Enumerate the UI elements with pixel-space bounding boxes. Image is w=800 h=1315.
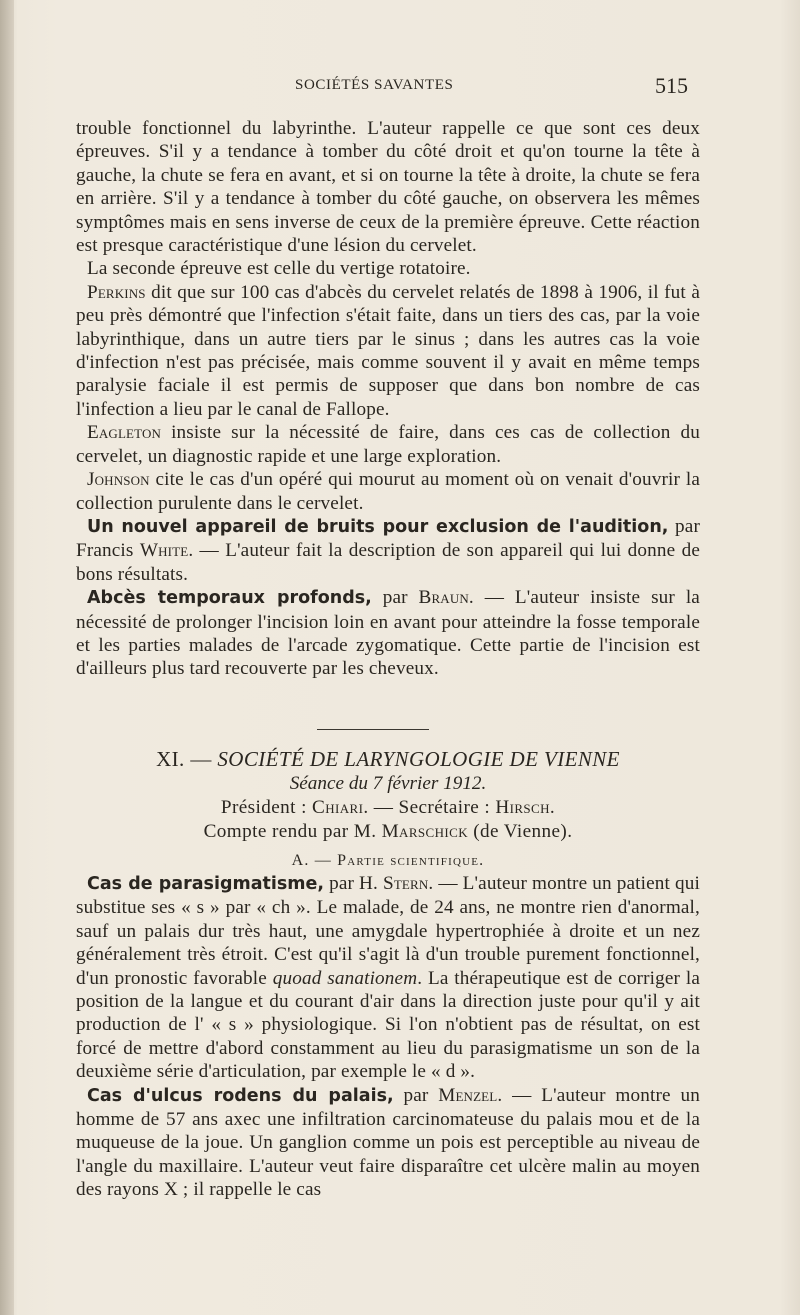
secretary-label: . — Secrétaire : [363, 797, 496, 818]
president-label: Président : [220, 797, 313, 818]
reporter-name: Marschick [381, 821, 468, 842]
byline: par [393, 1084, 439, 1106]
author-name: Johnson [87, 469, 150, 491]
author-name: Braun [418, 587, 469, 609]
paragraph-eagleton [76, 421, 700, 468]
section-heading [76, 746, 700, 874]
article-title: Abcès temporaux profonds, [87, 588, 372, 609]
paragraph-johnson [76, 468, 700, 515]
paragraph-perkins [76, 281, 700, 421]
paragraph-braun [76, 586, 700, 681]
paragraph-text: . — L'auteur fait la description de son appareil qui lui donne de bons résultats. [76, 540, 700, 585]
section-divider [317, 729, 429, 730]
report-credit [76, 820, 700, 844]
paragraph-second-test: La seconde épreuve est celle du vertige rotatoire. [87, 258, 471, 280]
byline: par H. [324, 873, 383, 894]
article-title: Cas de parasigmatisme, [87, 874, 325, 894]
paragraph-parasigmatisme [76, 872, 700, 1084]
author-name: Menzel [438, 1084, 498, 1106]
part-heading: A. — Partie scientifique. [291, 852, 485, 869]
society-name: SOCIÉTÉ DE LARYNGOLOGIE DE VIENNE [217, 747, 620, 771]
author-name: White [139, 540, 189, 562]
author-name: Stern [383, 873, 429, 894]
paragraph-text: . La thérapeutique est de corriger la position de la langue et du courant d'air dans la direction juste pour qu'il y ait production de l' « s » physiologique. Si l'on n'obtient pas de résultat, on est forcé de mettre d'abord constamment au lieu du parasigmatisme un son de la deuxième série d'articulation, par exemple le « d ». [76, 967, 700, 1083]
secretary-name: Hirsch [495, 797, 550, 818]
article-title: Cas d'ulcus rodens du palais, [87, 1085, 394, 1106]
latin-phrase: quoad sanationem [272, 967, 418, 989]
president-name: Chiari [312, 797, 364, 818]
body-text-lower [76, 872, 700, 1202]
section-number: XI. — [156, 747, 218, 771]
report-label: Compte rendu par M. [203, 821, 382, 842]
paragraph-ulcus-rodens [76, 1084, 700, 1202]
report-end: (de Vienne). [468, 821, 573, 842]
secretary-end: . [549, 797, 556, 818]
paragraph-text: . — L'auteur montre un homme de 57 ans axec une infiltration carcinomateuse du palais mou et de la muqueuse de la joue. Un ganglion comme un pois est perceptible au niveau de l'angle du maxillaire. L'auteur veut faire disparaître cet ulcère malin au moyen des rayons X ; il rappelle le cas [76, 1084, 700, 1201]
paragraph-text: dit que sur 100 cas d'abcès du cervelet relatés de 1898 à 1906, il fut à peu près démontré que l'infection s'était faite, dans un tiers des cas, par la voie labyrinthique, dans un autre tiers par le sinus ; dans les autres cas la voie d'infection n'est pas précisée, mais comme souvent il y avait en même temps paralysie faciale il est permis de supposer que dans bon nombre de cas l'infection a lieu par le canal de Fallope. [76, 281, 700, 420]
paragraph-text: insiste sur la nécessité de faire, dans ces cas de collection du cervelet, un diagnostic rapide et une large exploration. [76, 422, 700, 467]
body-text-upper [76, 117, 700, 681]
section-title [76, 746, 700, 772]
author-name: Perkins [87, 281, 146, 303]
page-binding-edge [0, 0, 14, 1315]
paragraph-text: . — L'auteur insiste sur la nécessité de prolonger l'incision loin en avant pour atteindre la fosse temporale et les parties malades de l'arcade zygomatique. Cette partie de l'incision est d'ailleurs plus tard recouverte par les cheveux. [76, 587, 700, 680]
byline: par [371, 587, 419, 609]
page-header [0, 75, 800, 99]
page-number: 515 [655, 73, 688, 98]
byline: par Francis [76, 515, 700, 562]
paragraph-text: . — L'auteur montre un patient qui substitue ses « s » par « ch ». Le malade, de 24 ans, ne montre rien d'anormal, sauf un palais dur très haut, une amygdale hypertrophiée à droite et un nez généralement très étroit. C'est qu'il s'agit là d'un trouble purement fonctionnel, d'un pronostic favorable [76, 873, 700, 989]
paragraph-white [76, 515, 700, 586]
officers-line [76, 796, 700, 820]
paragraph-labyrinth: trouble fonctionnel du labyrinthe. L'auteur rappelle ce que sont ces deux épreuves. S'il y a tendance à tomber du côté droit et qu'on tourne la tête à gauche, la chute se fera en avant, et si on tourne la tête à droite, la chute se fera en arrière. S'il y a tendance à tomber du côté gauche, on observera les mêmes symptômes mais en sens inverse de ceux de la première épreuve. Cette réaction est presque caractéristique d'une lésion du cervelet. [76, 118, 700, 257]
running-title: SOCIÉTÉS SAVANTES [295, 77, 454, 93]
author-name: Eagleton [87, 422, 162, 444]
session-date: Séance du 7 février 1912. [289, 773, 487, 794]
paragraph-text: cite le cas d'un opéré qui mourut au moment où on venait d'ouvrir la collection purulente dans le cervelet. [76, 469, 700, 514]
article-title: Un nouvel appareil de bruits pour exclusion de l'audition, [87, 516, 669, 537]
